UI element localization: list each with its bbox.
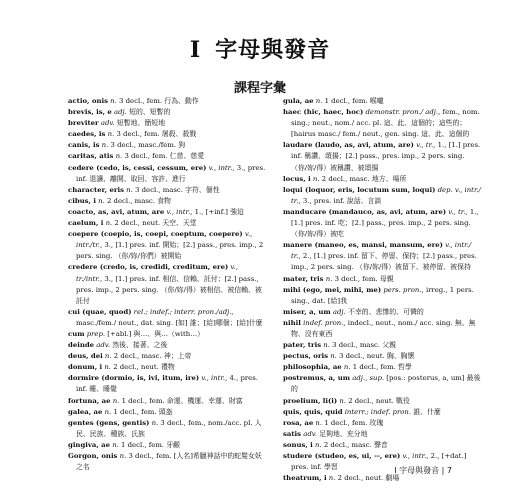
entry-definition: masc./fem./ neut., dat. sing. [如] 誰；[給]哪個；[給]什麼 [76,318,263,327]
entry-grammar: n. [105,219,113,228]
entry-grammar: v., intr./tr., [76,230,253,250]
entry-grammar: adv. [100,119,115,128]
vocab-entry [283,140,481,173]
entry-headword: gula, ae [283,97,314,105]
entry-grammar: n. [343,363,351,372]
entry-headword: deus, dei [68,352,103,361]
entry-headword: dormire (dormio, is, ivi, itum, ire) [68,374,200,383]
entry-definition: 3 decl., masc. 父親 [332,341,397,350]
entry-headword: brevis, is, e [68,108,112,117]
entry-headword: laudare (laudo, as, avi, atum, are) [283,141,414,150]
page-footer: I 字母與發音 | 7 [394,466,452,475]
entry-headword: character, eris [68,185,124,194]
entry-headword: sonus, i [283,440,313,449]
entry-definition: 2 decl., neut. 禮物 [113,363,175,372]
entry-grammar: n. [315,418,323,427]
entry-grammar: n. [151,418,159,427]
entry-headword: canis, is [68,141,100,150]
entry-grammar: n. [126,185,133,194]
entry-definition: 2 decl., neut. 戰役 [348,396,410,405]
vocab-entry [283,96,481,107]
entry-definition: 1 decl., fem. 命運、機運、幸運、財富 [121,396,243,405]
entry-headword: deinde [68,341,95,350]
entry-definition: 2 decl., masc. 食物 [106,196,171,205]
entry-grammar: v., intr., [166,207,193,216]
entry-grammar: n. [323,341,330,350]
entry-grammar: demonstr. pron./ adj., [365,108,441,117]
entry-definition: 3., pres. inf. 說話、言談 [302,196,382,205]
entry-headword: philosophia, ae [283,363,342,372]
entry-headword: satis [283,429,302,438]
entry-grammar: adj. [114,108,127,117]
vocab-entry [68,396,266,407]
entry-grammar: n. [330,352,337,361]
entry-definition: 誰、什麼 [413,407,441,416]
entry-headword: pater, tris [283,341,322,350]
vocab-entry [68,151,266,162]
entry-grammar: n. [339,396,346,405]
vocab-entry [68,307,266,329]
entry-definition: 1 decl., fem. 喉嚨 [324,97,384,105]
entry-headword: mihi (ego, mei, mihi, me) [283,285,382,294]
entry-grammar: v., intr., [201,374,228,383]
vocab-entry [283,307,481,318]
entry-headword: actio, onis [68,97,108,105]
entry-headword: miser, a, um [283,307,331,316]
vocab-entry [68,185,266,196]
entry-headword: quis, quis, quid [283,407,343,416]
entry-headword: caelum, i [68,219,104,228]
entry-definition: 3 decl., masc. 字符、個性 [135,185,220,194]
vocab-entry [68,373,266,395]
entry-definition: fem., nom. sing.; neut., nom./ acc. pl. 這、此、這個的；這些的；[hairus masc./ fem./ neut., gen. sing. 這、此、這個的 [291,108,480,139]
vocab-entry [68,96,266,107]
entry-headword: mater, tris [283,274,324,283]
vocab-entry [68,140,266,151]
entry-headword: rosa, ae [283,418,314,427]
entry-grammar: n. [325,274,333,283]
section-title: 課程字彙 [233,81,286,96]
entry-grammar: n. [98,196,105,205]
entry-headword: gentes (gens, gentis) [68,418,150,427]
vocab-entry [283,373,481,395]
entry-grammar: v., tr./intr., [76,263,238,283]
vocab-entry [68,196,266,207]
entry-headword: postremus, a, um [283,374,351,383]
entry-definition: 1 decl., fem. 頭盔 [113,407,173,416]
entry-headword: credere (credo, is, credidi, creditum, ere) [68,263,229,272]
entry-definition: 2 decl., neut. 天空、天堂 [114,219,197,228]
entry-grammar: rel.; indef.; interr. pron./adj., [133,307,234,316]
entry-headword: haec (hic, haec, hoc) [283,108,364,117]
entry-headword: caritas, atis [68,152,114,161]
vocab-entry [68,407,266,418]
entry-grammar: n. [328,474,336,483]
entry-grammar: n. [104,407,112,416]
vocab-entry [283,274,481,285]
entry-definition: 然後、接著、之後 [112,341,168,350]
entry-headword: pectus, oris [283,352,328,361]
entry-grammar: n. [315,440,322,449]
vocab-entry [283,185,481,207]
entry-headword: cedere (cedo, is, cessi, cessum, ere) [68,163,207,172]
entry-grammar: adj. [332,307,346,316]
vocab-entry [283,107,481,140]
entry-grammar: v., tr., [448,207,468,216]
entry-grammar: v., intr., [402,452,429,460]
chapter-heading [0,33,520,64]
chapter-title: 字母與發音 [215,37,331,63]
entry-grammar: v., intr./ tr., [291,241,472,261]
entry-headword: cui (quae, quod) [68,307,132,316]
entry-grammar: adv. [303,429,318,438]
entry-grammar: indef. pron., [303,318,346,327]
entry-definition: 1 decl., fem. 牙齦 [121,440,181,449]
vocabulary-column-right [283,96,481,484]
entry-grammar: n. [112,440,119,449]
vocab-entry [68,418,266,440]
entry-headword: coepere (coepio, is, coepi, coeptum, coepere) [68,230,243,239]
vocab-entry [283,429,481,440]
entry-grammar: n. [312,174,320,183]
entry-definition: 3 decl., fem. [人名]希臘神話中的蛇髮女妖之名 [76,452,262,472]
entry-definition: 3 decl., fem. 仁慈、慈愛 [124,152,205,161]
entry-grammar: n. [315,97,323,105]
entry-headword: proelium, li(i) [283,396,338,405]
vocab-entry [283,174,481,185]
entry-definition: 1., [1.] pres. inf. 稱讚、頌揚；[2.] pass., pres. imp., 2 pers. sing. （你/妳/得）被稱讚、被頌揚 [291,141,481,172]
vocab-entry [283,207,481,240]
entry-headword: caedes, is [68,130,106,139]
entry-definition: 2 decl., masc. 地方、場所 [321,174,407,183]
vocab-entry [68,129,266,140]
entry-definition: 2 decl., neut. 劇場 [337,474,400,483]
entry-definition: [pos.: posterus, a, um] 最後的 [291,374,481,394]
entry-headword: Gorgon, onis [68,452,118,460]
entry-definition: 3 decl., fem. 行為、動作 [119,97,199,105]
vocab-entry [283,351,481,362]
entry-definition: 2., [1.] pres. inf. 留下、停留、保持；[2.] pass., pres. imp., 2 pers. sing. （你/妳/得）被留下、被停留、被保持 [291,252,477,272]
entry-definition: irreg., 1 pers. sing., dat. [給]我 [291,285,474,305]
entry-headword: cum [68,329,85,338]
vocab-entry [283,407,481,418]
entry-headword: studere (studeo, es, ui, --, ere) [283,452,401,460]
entry-headword: theatrum, i [283,474,327,483]
entry-grammar: n. [101,141,109,150]
vocab-entry [68,440,266,451]
entry-grammar: n. [115,152,123,161]
entry-definition: 不幸的、悲慘的、可憐的 [347,307,424,316]
entry-definition: 足夠地、充分地 [319,429,368,438]
entry-definition: 1., [+inf.] 強迫 [194,207,244,216]
vocab-entry [283,440,481,451]
vocab-entry [68,163,266,185]
entry-definition: 3 decl., masc./fem. 狗 [110,141,186,150]
vocab-entry [283,340,481,351]
entry-grammar: dep. v., intr./ tr., [291,185,481,205]
entry-grammar: n. [104,363,111,372]
entry-grammar: n. [104,352,112,361]
entry-headword: manere (maneo, es, mansi, mansum, ere) [283,241,443,250]
entry-grammar: adj., sup. [352,374,385,383]
vocabulary-column-left [68,96,266,473]
entry-definition: 1 decl., fem. 玫瑰 [324,418,384,427]
entry-headword: fortuna, ae [68,396,111,405]
entry-definition: 2., [+dat.] pres. inf. 學習 [291,452,467,472]
entry-definition: 3., [1.] pres. inf. 開始；[2.] pass., pres. imp., 2 pers. sing. （你/妳/你們）被開始 [76,241,264,261]
entry-headword: cibus, i [68,196,96,205]
entry-headword: manducare (mandauco, as, avi, atum, are) [283,207,447,216]
entry-headword: galea, ae [68,407,103,416]
entry-grammar: interr.; indef. pron. [344,407,412,416]
entry-grammar: n. [107,130,115,139]
vocab-entry [68,107,266,118]
chapter-number: I [189,37,202,63]
vocab-entry [68,329,266,340]
vocab-entry [68,229,266,262]
entry-definition: 2 decl., masc. 聲音 [323,440,388,449]
entry-definition: 1 decl., fem. 哲學 [352,363,412,372]
vocab-entry [68,340,266,351]
entry-headword: locus, i [283,174,311,183]
entry-definition: 2 decl., masc. 神；上帝 [113,352,192,361]
entry-definition: indecl., neut., nom./ acc. sing. 無、無物、沒有東西 [291,318,476,338]
entry-definition: 3 decl., fem. 屠殺、殺戮 [116,130,197,139]
entry-definition: 4., pres. inf. 睡、睡覺 [76,374,258,394]
entry-definition: 3 decl., fem., nom./acc. pl. 人民、民族、種族、氏族 [76,418,262,438]
vocab-entry [283,362,481,373]
entry-grammar: n. [119,452,127,460]
entry-definition: 3., [1.] pres. inf. 相信、信賴、託付；[2.] pass., pres. imp., 2 pers. sing. （你/妳/得）被相信、被信賴、被託付 [76,274,262,305]
entry-definition: 3 decl., fem. 母親 [334,274,394,283]
entry-grammar: v., tr., [416,141,436,150]
vocab-entry [68,118,266,129]
entry-grammar: pers. pron., [383,285,424,294]
entry-headword: nihil [283,318,301,327]
vocab-entry [68,218,266,229]
vocab-entry [68,207,266,218]
vocab-entry [283,418,481,429]
vocab-entry [283,396,481,407]
vocab-entry [283,240,481,273]
entry-grammar: prep. [86,329,106,338]
entry-headword: donum, i [68,363,103,372]
entry-definition: 3., pres. inf. 退讓、離開、取回、容許、進行 [76,163,266,183]
entry-headword: gingiva, ae [68,440,110,449]
entry-headword: coacto, as, avi, atum, are [68,207,165,216]
vocab-entry [68,351,266,362]
vocab-entry [68,451,266,473]
entry-grammar: n. [112,396,120,405]
entry-definition: 1., [1.] pres. inf. 吃；[2.] pass., pres. imp., 2 pers. sing. （你/妳/得）被吃 [291,207,479,239]
entry-definition: 3 decl., neut. 胸、胸懷 [339,352,415,361]
entry-definition: 短的、短暫的 [129,108,171,117]
entry-headword: loqui (loquor, eris, locutum sum, loqui) [283,185,436,194]
vocab-entry [68,362,266,373]
entry-headword: breviter [68,119,99,128]
entry-definition: 短暫地、簡短地 [116,119,166,128]
entry-grammar: n. [110,97,117,105]
vocab-entry [283,285,481,307]
vocab-entry [283,318,481,340]
entry-definition: [+abl.] 與…、與…（with…） [107,329,204,338]
vocab-entry [68,262,266,306]
entry-grammar: adv. [96,341,111,350]
entry-grammar: v., intr., [208,163,235,172]
